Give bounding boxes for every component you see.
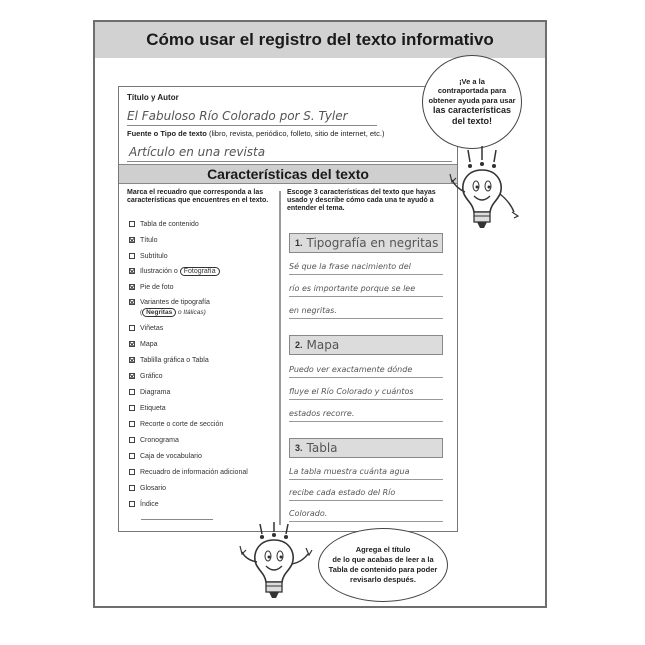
- column-divider: [279, 191, 281, 525]
- checklist-item[interactable]: Diagrama: [129, 389, 170, 396]
- speech-bubble-bottom: Agrega el título de lo que acabas de leer a la Tabla de contenido para poder revisarlo después.: [318, 528, 448, 602]
- checkbox[interactable]: [129, 501, 135, 507]
- checklist-item[interactable]: Gráfico: [129, 373, 163, 380]
- checklist-item[interactable]: Variantes de tipografía: [129, 299, 210, 306]
- checkbox-checked[interactable]: [129, 373, 135, 379]
- source-label: [127, 129, 384, 138]
- text-log-form: [118, 86, 458, 532]
- checklist-item[interactable]: Caja de vocabulario: [129, 453, 202, 460]
- feature-1-line[interactable]: río es importante porque se lee: [289, 282, 443, 297]
- section-title: Características del texto: [119, 164, 457, 184]
- checkbox[interactable]: [129, 437, 135, 443]
- feature-2-line[interactable]: Puedo ver exactamente dónde: [289, 363, 443, 378]
- left-instructions: Marca el recuadro que corresponda a las características que encuentres en el texto.: [127, 189, 269, 204]
- circled-word: Fotografía: [180, 267, 220, 276]
- source-value[interactable]: Artículo en una revista: [129, 145, 266, 159]
- checklist-item[interactable]: Recuadro de información adicional: [129, 469, 248, 476]
- checkbox-checked[interactable]: [129, 237, 135, 243]
- checklist-item[interactable]: Subtítulo: [129, 253, 168, 260]
- checklist-item[interactable]: Pie de foto: [129, 284, 173, 291]
- lightbulb-mascot-icon: [232, 522, 318, 606]
- feature-1-line[interactable]: Sé que la frase nacimiento del: [289, 260, 443, 275]
- checklist-item[interactable]: Recorte o corte de sección: [129, 421, 223, 428]
- checkbox[interactable]: [129, 325, 135, 331]
- feature-3-line[interactable]: recibe cada estado del Río: [289, 486, 443, 501]
- lightbulb-mascot-icon: [440, 140, 524, 236]
- checkbox[interactable]: [129, 453, 135, 459]
- source-label-rest: (libro, revista, periódico, folleto, sitio de internet, etc.): [206, 129, 385, 138]
- feature-2-box[interactable]: 2. Mapa: [289, 335, 443, 355]
- checklist-item[interactable]: Viñetas: [129, 325, 163, 332]
- checkbox-checked[interactable]: [129, 357, 135, 363]
- checklist-item[interactable]: Tabla de contenido: [129, 221, 199, 228]
- feature-3-box[interactable]: 3. Tabla: [289, 438, 443, 458]
- checkbox-checked[interactable]: [129, 284, 135, 290]
- page-title: Cómo usar el registro del texto informativo: [95, 22, 545, 58]
- checkbox[interactable]: [129, 421, 135, 427]
- speech-bubble-top: ¡Ve a la contraportada para obtener ayuda para usar las características del texto!: [422, 55, 522, 149]
- feature-2-line[interactable]: fluye el Río Colorado y cuántos: [289, 385, 443, 400]
- title-author-value[interactable]: El Fabuloso Río Colorado por S. Tyler: [127, 109, 348, 123]
- checkbox[interactable]: [129, 469, 135, 475]
- source-underline: [127, 161, 452, 162]
- feature-3-line[interactable]: Colorado.: [289, 507, 443, 522]
- checklist-item[interactable]: Tablilla gráfica o Tabla: [129, 357, 209, 364]
- feature-2-line[interactable]: estados recorre.: [289, 407, 443, 422]
- checkbox[interactable]: [129, 485, 135, 491]
- feature-1-box[interactable]: 1. Tipografía en negritas: [289, 233, 443, 253]
- checkbox-checked[interactable]: [129, 268, 135, 274]
- title-author-label: Título y Autor: [127, 93, 179, 102]
- title-underline: [127, 125, 377, 126]
- checklist-item[interactable]: Cronograma: [129, 437, 179, 444]
- checklist-item[interactable]: Índice: [129, 501, 159, 508]
- checkbox[interactable]: [129, 221, 135, 227]
- checkbox[interactable]: [129, 253, 135, 259]
- checkbox-checked[interactable]: [129, 299, 135, 305]
- source-label-bold: Fuente o Tipo de texto: [127, 129, 207, 138]
- feature-3-line[interactable]: La tabla muestra cuánta agua: [289, 465, 443, 480]
- checklist-item[interactable]: Título: [129, 237, 158, 244]
- feature-1-line[interactable]: en negritas.: [289, 304, 443, 319]
- checkbox[interactable]: [129, 405, 135, 411]
- extra-item-line: [141, 519, 213, 520]
- typography-sub: ( Negritas o Itálicas): [140, 309, 206, 316]
- checkbox[interactable]: [129, 389, 135, 395]
- checklist-item[interactable]: Mapa: [129, 341, 158, 348]
- circled-word: Negritas: [142, 308, 176, 317]
- right-instructions: Escoge 3 características del texto que hayas usado y describe cómo cada una te ayudó a entender el tema.: [287, 189, 436, 212]
- checklist-item[interactable]: Glosario: [129, 485, 166, 492]
- checklist-item[interactable]: Ilustración o Fotografía: [129, 268, 220, 275]
- checklist-item[interactable]: Etiqueta: [129, 405, 166, 412]
- checkbox-checked[interactable]: [129, 341, 135, 347]
